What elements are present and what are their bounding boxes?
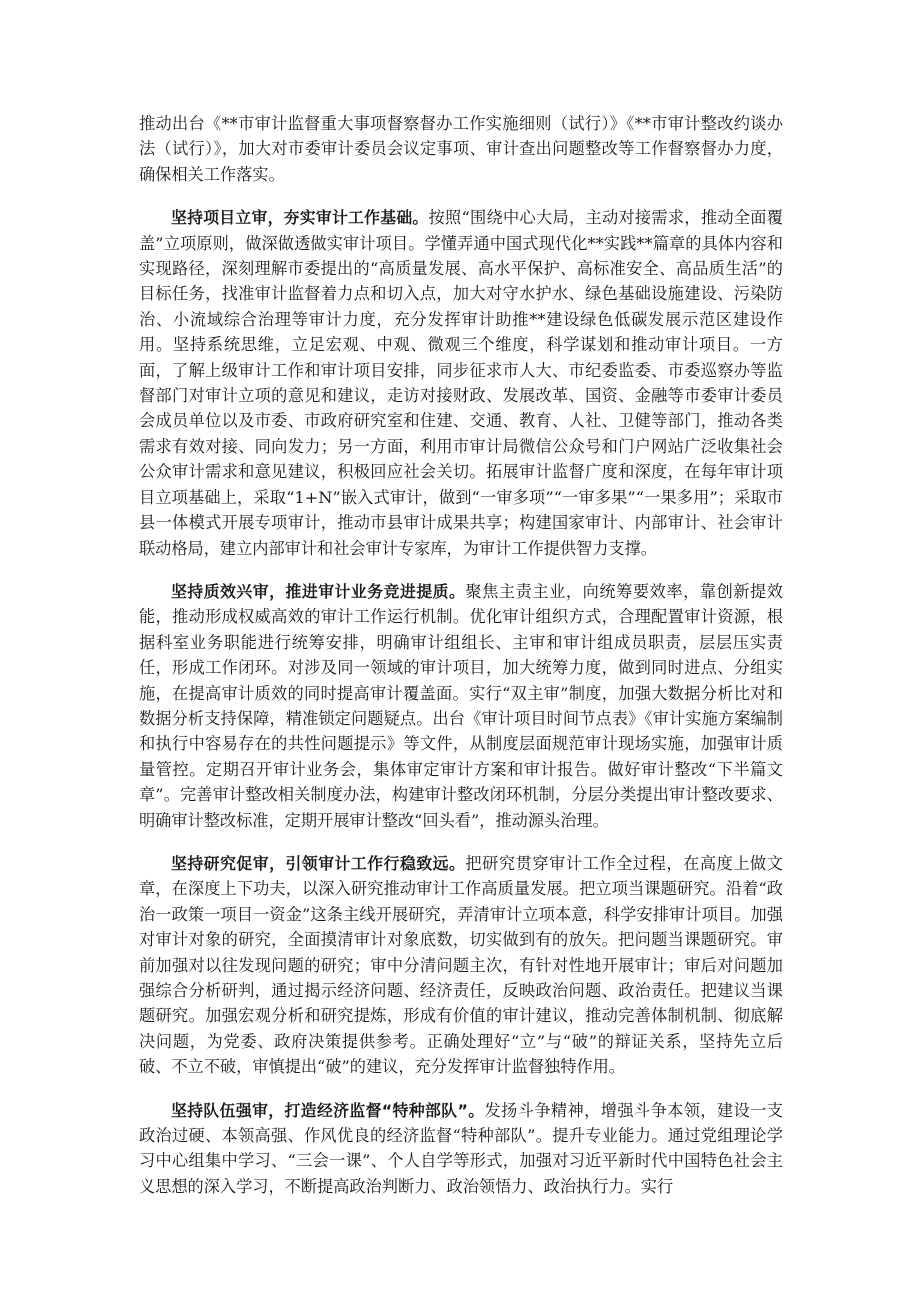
paragraph-body: 按照“围绕中心大局，主动对接需求，推动全面覆盖”立项原则，做深做透做实审计项目。学懂弄通中国式现代化**实践**篇章的具体内容和实现路径，深刻理解市委提出的“高质量发展、高水平保护、高标准安全、高品质生活”的目标任务，找准审计监督着力点和切入点，加大对守水护水、绿色基础设施建设、污染防治、小流域综合治理等审计力度，充分发挥审计助推**建设绿色低碳发展示范区建设作用。坚持系统思维，立足宏观、中观、微观三个维度，科学谋划和推动审计项目。一方面，了解上级审计工作和审计项目安排，同步征求市人大、市纪委监委、市委巡察办等监督部门对审计立项的意见和建议，走访对接财政、发展改革、国资、金融等市委审计委员会成员单位以及市委、市政府研究室和住建、交通、教育、人社、卫健等部门，推动各类需求有效对接、同向发力；另一方面，利用市审计局微信公众号和门户网站广泛收集社会公众审计需求和意见建议，积极回应社会关切。拓展审计监督广度和深度，在每年审计项目立项基础上，采取“1+N”嵌入式审计，做到“一审多项”“一审多果”“一果多用”；采取市县一体模式开展专项审计，推动市县审计成果共享；构建国家审计、内部审计、社会审计联动格局，建立内部审计和社会审计专家库，为审计工作提供智力支撑。: [139, 208, 783, 558]
paragraph-body: 把研究贯穿审计工作全过程，在高度上做文章，在深度上下功夫，以深入研究推动审计工作高质量发展。把立项当课题研究。沿着“政治一政策一项目一资金”这条主线开展研究，弄清审计立项本意，科学安排审计项目。加强对审计对象的研究，全面摸清审计对象底数，切实做到有的放矢。把问题当课题研究。审前加强对以往发现问题的研究；审中分清问题主次，有针对性地开展审计；审后对问题加强综合分析研判，通过揭示经济问题、经济责任，反映政治问题、政治责任。把建议当课题研究。加强宏观分析和研究提炼，形成有价值的审计建议，推动完善体制机制、彻底解决问题，为党委、政府决策提供参考。正确处理好“立”与“破”的辩证关系，坚持先立后破、不立不破，审慎提出“破”的建议，充分发挥审计监督独特作用。: [139, 853, 783, 1077]
paragraph-lead: 坚持项目立审，夯实审计工作基础。: [171, 208, 429, 228]
paragraph-body: 推动出台《**市审计监督重大事项督察督办工作实施细则（试行）》《**市审计整改约谈办法（试行）》，加大对市委审计委员会议定事项、审计查出问题整改等工作督察督办力度，确保相关工作落实。: [139, 114, 783, 184]
paragraph-team-audit: [139, 1098, 783, 1200]
paragraph-lead: 坚持研究促审，引领审计工作行稳致远。: [171, 853, 466, 873]
paragraph-intro: [139, 111, 783, 187]
paragraph-lead: 坚持队伍强审，打造经济监督“特种部队”。: [171, 1100, 485, 1120]
paragraph-research-audit: [139, 851, 783, 1080]
paragraph-body: 聚焦主责主业，向统筹要效率，靠创新提效能，推动形成权威高效的审计工作运行机制。优化审计组织方式，合理配置审计资源，根据科室业务职能进行统筹安排，明确审计组组长、主审和审计组成员职责，层层压实责任，形成工作闭环。对涉及同一领域的审计项目，加大统筹力度，做到同时进点、分组实施，在提高审计质效的同时提高审计覆盖面。实行“双主审”制度，加强大数据分析比对和数据分析支持保障，精准锁定问题疑点。出台《审计项目时间节点表》《审计实施方案编制和执行中容易存在的共性问题提示》等文件，从制度层面规范审计现场实施，加强审计质量管控。定期召开审计业务会，集体审定审计方案和审计报告。做好审计整改“下半篇文章”。完善审计整改相关制度办法，构建审计整改闭环机制，分层分类提出审计整改要求、明确审计整改标准，定期开展审计整改“回头看”，推动源头治理。: [139, 581, 783, 830]
paragraph-body: 发扬斗争精神，增强斗争本领，建设一支政治过硬、本领高强、作风优良的经济监督“特种部队”。提升专业能力。通过党组理论学习中心组集中学习、“三会一课”、个人自学等形式，加强对习近平新时代中国特色社会主义思想的深入学习，不断提高政治判断力、政治领悟力、政治执行力。实行: [139, 1100, 784, 1196]
document-page: [139, 111, 783, 1217]
paragraph-lead: 坚持质效兴审，推进审计业务竞进提质。: [171, 581, 466, 601]
paragraph-quality-audit: [139, 579, 783, 833]
paragraph-project-audit: [139, 205, 783, 561]
